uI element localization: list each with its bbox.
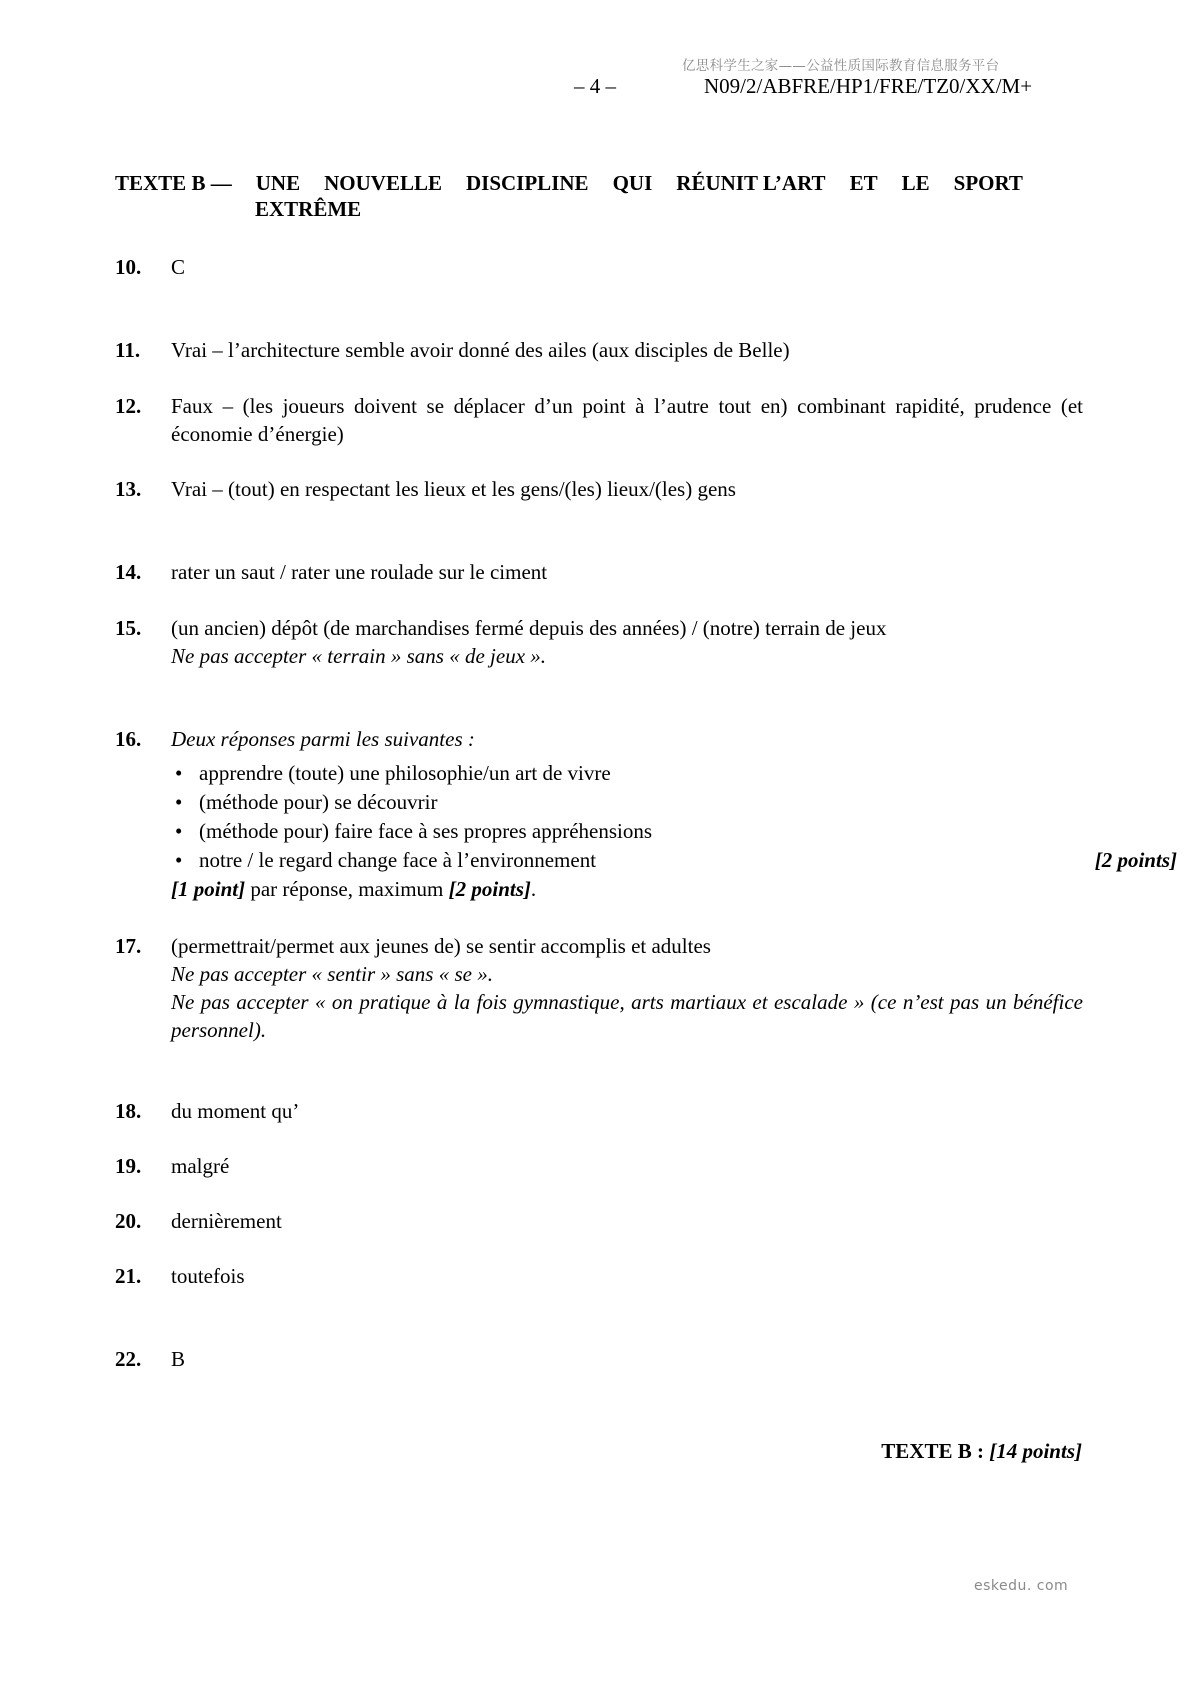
answer-text: (un ancien) dépôt (de marchandises fermé depuis des années) / (notre) terrain de jeux: [171, 616, 887, 640]
answer-intro: Deux réponses parmi les suivantes :: [171, 727, 475, 751]
question-number: 19.: [115, 1154, 142, 1178]
title-word: RÉUNIT L’ART: [676, 171, 826, 195]
points-label: [2 points]: [1094, 848, 1177, 872]
question-number: 18.: [115, 1099, 142, 1123]
answer-text: B: [171, 1347, 186, 1371]
title-word: QUI: [612, 171, 653, 195]
bullet-icon: •: [175, 848, 183, 872]
question-number: 15.: [115, 616, 142, 640]
watermark: 亿思科学生之家——公益性质国际教育信息服务平台: [682, 58, 1000, 74]
answer-text: toutefois: [171, 1264, 245, 1288]
answer-text: dernièrement: [171, 1209, 282, 1233]
answer-text: Vrai – l’architecture semble avoir donné des ailes (aux disciples de Belle): [171, 338, 790, 362]
question-number: 12.: [115, 394, 142, 418]
question-number: 17.: [115, 934, 142, 958]
question-number: 13.: [115, 477, 142, 501]
title-word: ET: [849, 171, 878, 195]
answer-options-list: [171, 759, 1177, 875]
list-item: • (méthode pour) faire face à ses propres appréhensions: [175, 819, 653, 843]
question-number: 21.: [115, 1264, 142, 1288]
question-number: 10.: [115, 255, 142, 279]
page-number: – 4 –: [574, 74, 616, 98]
title-word: TEXTE B —: [115, 171, 232, 195]
scoring-rule: [1 point] par réponse, maximum [2 points].: [171, 877, 537, 901]
answer-text: (permettrait/permet aux jeunes de) se sentir accomplis et adultes: [171, 934, 711, 958]
section-total: [881, 1439, 1082, 1464]
question-number: 20.: [115, 1209, 142, 1233]
answer-text: C: [171, 255, 186, 279]
list-item: • apprendre (toute) une philosophie/un art de vivre: [175, 761, 611, 785]
marking-note: Ne pas accepter « terrain » sans « de jeux ».: [171, 644, 547, 668]
title-word: SPORT: [953, 171, 1023, 195]
answer-text: Vrai – (tout) en respectant les lieux et les gens/(les) lieux/(les) gens: [171, 477, 736, 501]
total-points: [14 points]: [989, 1439, 1082, 1463]
question-number: 22.: [115, 1347, 142, 1371]
marking-note: Ne pas accepter « on pratique à la fois gymnastique, arts martiaux et escalade » (ce n’est pas un bénéfice personnel).: [171, 990, 1083, 1042]
answer-text: du moment qu’: [171, 1099, 300, 1123]
bullet-icon: •: [175, 819, 183, 843]
bullet-icon: •: [175, 761, 183, 785]
title-word: UNE: [255, 171, 301, 195]
list-item: • (méthode pour) se découvrir: [175, 790, 438, 814]
footer-watermark: eskedu. com: [974, 1578, 1069, 1594]
document-code: N09/2/ABFRE/HP1/FRE/TZ0/XX/M+: [704, 74, 1033, 98]
answer-text: malgré: [171, 1154, 230, 1178]
title-word: LE: [901, 171, 930, 195]
question-number: 16.: [115, 727, 142, 751]
question-number: 11.: [115, 338, 141, 362]
total-label: TEXTE B :: [881, 1439, 990, 1463]
question-number: 14.: [115, 560, 142, 584]
list-item: • notre / le regard change face à l’environnement [2 points]: [175, 848, 1177, 872]
title-line-2: EXTRÊME: [255, 197, 362, 221]
marking-note: Ne pas accepter « sentir » sans « se ».: [171, 962, 493, 986]
answer-text: Faux – (les joueurs doivent se déplacer d’un point à l’autre tout en) combinant rapidité, prudence (et économie d’énergie): [171, 394, 1083, 446]
title-word: NOUVELLE: [324, 171, 442, 195]
bullet-icon: •: [175, 790, 183, 814]
section-title: [115, 171, 1025, 222]
answer-text: rater un saut / rater une roulade sur le ciment: [171, 560, 548, 584]
title-word: DISCIPLINE: [466, 171, 589, 195]
title-line-1: [115, 171, 1023, 196]
